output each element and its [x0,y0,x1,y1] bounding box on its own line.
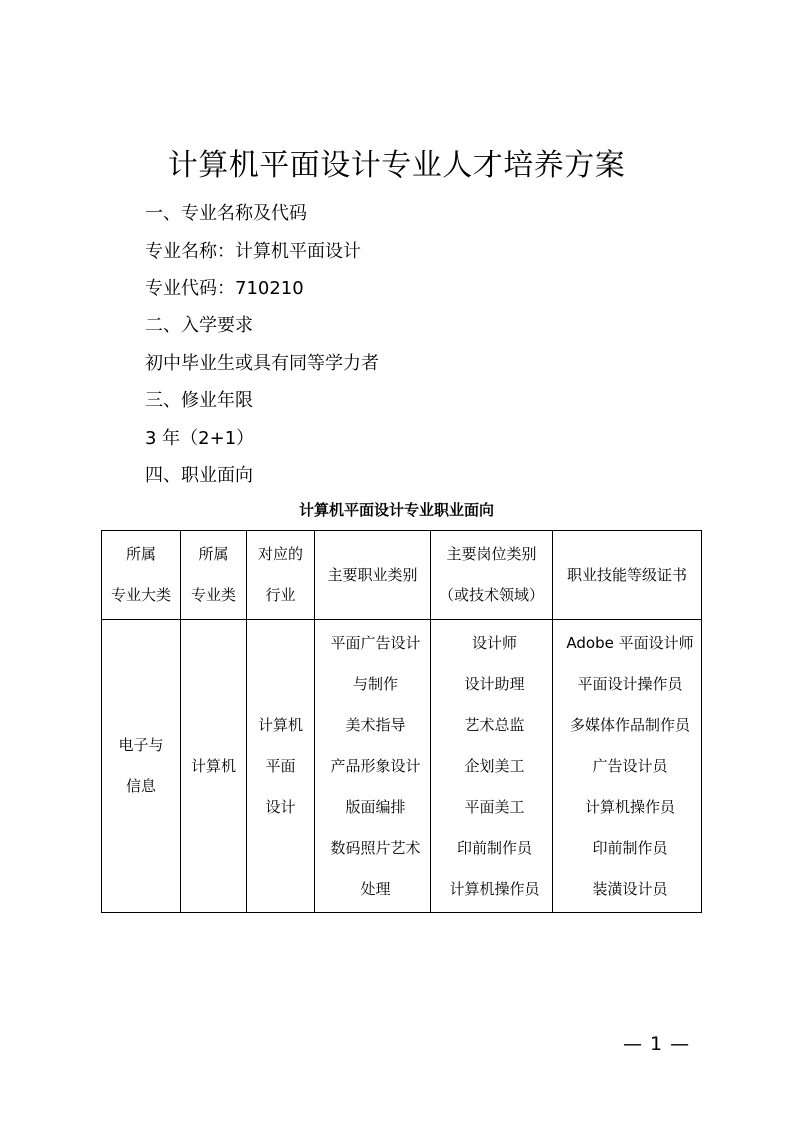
section-heading-admission: 二、入学要求 [145,315,253,336]
header-text: 行业 [265,586,296,604]
header-text: 专业大类 [110,586,171,604]
header-text: 专业类 [190,586,236,604]
list-item: 设计师 [471,634,517,652]
header-text: 主要岗位类别 [446,545,537,563]
cell-text: 平面 [265,756,296,775]
cell-major-class [181,620,247,913]
list-item: 平面美工 [464,798,525,816]
list-item: Adobe 平面设计师 [566,634,694,652]
position-list [431,623,552,910]
cell-industry [247,620,315,913]
cell-text: 电子与 [118,736,164,754]
list-item: 产品形象设计 [330,757,421,775]
list-item: 美术指导 [345,716,406,734]
header-text: 所属 [198,545,229,563]
list-item: 广告设计员 [592,757,668,775]
list-item: 计算机操作员 [584,798,675,816]
header-major-class [181,531,247,620]
admission-requirement-line: 初中毕业生或具有同等学力者 [145,353,379,374]
cell-text: 信息 [125,777,156,795]
career-orientation-table [101,530,702,913]
duration-line: 3 年（2+1） [145,428,255,449]
list-item: 装潢设计员 [592,880,668,898]
major-code-line: 专业代码：710210 [145,278,304,299]
header-text: 职业技能等级证书 [566,565,687,584]
document-title: 计算机平面设计专业人才培养方案 [167,148,626,183]
list-item: 企划美工 [464,757,525,775]
cell-certificates [553,620,702,913]
header-certificates [553,531,702,620]
certificate-list [553,623,701,910]
section-heading-duration: 三、修业年限 [145,390,253,411]
cell-text: 计算机 [257,715,303,734]
table-caption: 计算机平面设计专业职业面向 [298,501,494,519]
section-heading-name-code: 一、专业名称及代码 [145,203,307,224]
page-number: — 1 — [623,1033,691,1055]
list-item: 数码照片艺术 [330,839,421,857]
cell-positions [431,620,553,913]
list-item: 多媒体作品制作员 [569,716,690,734]
list-item: 印前制作员 [456,839,532,857]
header-text: （或技术领域） [438,586,544,604]
cell-occupation-categories [315,620,431,913]
header-text: 对应的 [257,545,303,563]
header-major-category [102,531,181,620]
table-header-row [102,531,702,620]
list-item: 艺术总监 [464,716,525,734]
list-item: 设计助理 [464,675,525,693]
occupation-list [315,623,430,910]
header-occupation-categories [315,531,431,620]
list-item: 版面编排 [345,798,406,816]
header-text: 主要职业类别 [327,565,418,584]
header-industry [247,531,315,620]
table-row [102,620,702,913]
major-name-line: 专业名称：计算机平面设计 [145,241,361,262]
list-item: 与制作 [352,675,398,693]
cell-major-category [102,620,181,913]
section-heading-career: 四、职业面向 [145,465,253,486]
list-item: 处理 [360,880,391,898]
cell-text: 设计 [265,797,296,816]
list-item: 计算机操作员 [449,880,540,898]
list-item: 平面广告设计 [330,634,421,652]
header-text: 所属 [125,545,156,563]
cell-text: 计算机 [190,756,236,775]
list-item: 平面设计操作员 [577,675,683,693]
list-item: 印前制作员 [592,839,668,857]
header-positions [431,531,553,620]
